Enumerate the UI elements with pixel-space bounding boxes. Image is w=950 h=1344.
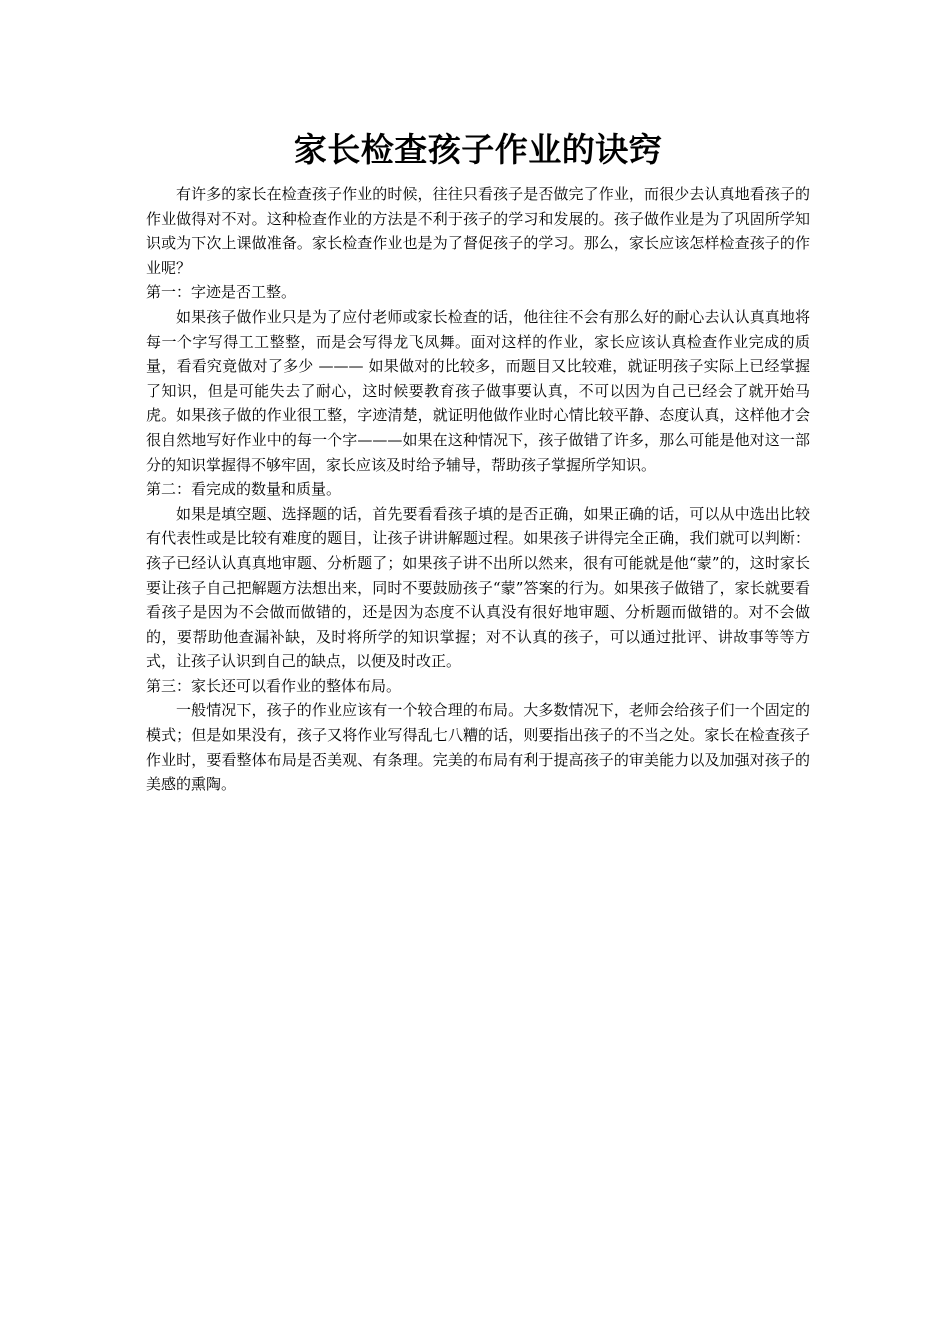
section-body-1: 如果孩子做作业只是为了应付老师或家长检查的话，他往往不会有那么好的耐心去认认真真地将每一个字写得工工整整，而是会写得龙飞凤舞。面对这样的作业，家长应该认真检查作业完成的质量，看看究竟做对了多少 ——— 如果做对的比较多，而题目又比较难，就证明孩子实际上已经掌握了知识，但是可能失去了耐心，这时候要教育孩子做事要认真，不可以因为自己已经会了就开始马虎。如果孩子做的作业很工整，字迹清楚，就证明他做作业时心情比较平静、态度认真，这样他才会很自然地写好作业中的每一个字———如果在这种情况下，孩子做错了许多，那么可能是他对这一部分的知识掌握得不够牢固，家长应该及时给予辅导，帮助孩子掌握所学知识。: [146, 307, 810, 474]
section-body-3: 一般情况下，孩子的作业应该有一个较合理的布局。大多数情况下，老师会给孩子们一个固定的模式；但是如果没有，孩子又将作业写得乱七八糟的话，则要指出孩子的不当之处。家长在检查孩子作业时，要看整体布局是否美观、有条理。完美的布局有利于提高孩子的审美能力以及加强对孩子的美感的熏陶。: [146, 701, 810, 794]
document-body: [146, 182, 810, 797]
section-heading-2: 第二：看完成的数量和质量。: [146, 480, 342, 499]
intro-paragraph: 有许多的家长在检查孩子作业的时候，往往只看孩子是否做完了作业，而很少去认真地看孩子的作业做得对不对。这种检查作业的方法是不利于孩子的学习和发展的。孩子做作业是为了巩固所学知识或为下次上课做准备。家长检查作业也是为了督促孩子的学习。那么，家长应该怎样检查孩子的作业呢？: [146, 185, 810, 277]
document-page: [146, 128, 810, 797]
section-heading-3: 第三：家长还可以看作业的整体布局。: [146, 676, 402, 695]
section-body-2: 如果是填空题、选择题的话，首先要看看孩子填的是否正确，如果正确的话，可以从中选出比较有代表性或是比较有难度的题目，让孩子讲讲解题过程。如果孩子讲得完全正确，我们就可以判断：孩子已经认认真真地审题、分析题了；如果孩子讲不出所以然来，很有可能就是他“蒙”的，这时家长要让孩子自己把解题方法想出来，同时不要鼓励孩子“蒙”答案的行为。如果孩子做错了，家长就要看看孩子是因为不会做而做错的，还是因为态度不认真没有很好地审题、分析题而做错的。对不会做的，要帮助他查漏补缺，及时将所学的知识掌握；对不认真的孩子，可以通过批评、讲故事等等方式，让孩子认识到自己的缺点，以便及时改正。: [146, 504, 810, 671]
document-title: 家长检查孩子作业的诀窍: [293, 130, 663, 169]
section-heading-1: 第一：字迹是否工整。: [146, 283, 297, 302]
